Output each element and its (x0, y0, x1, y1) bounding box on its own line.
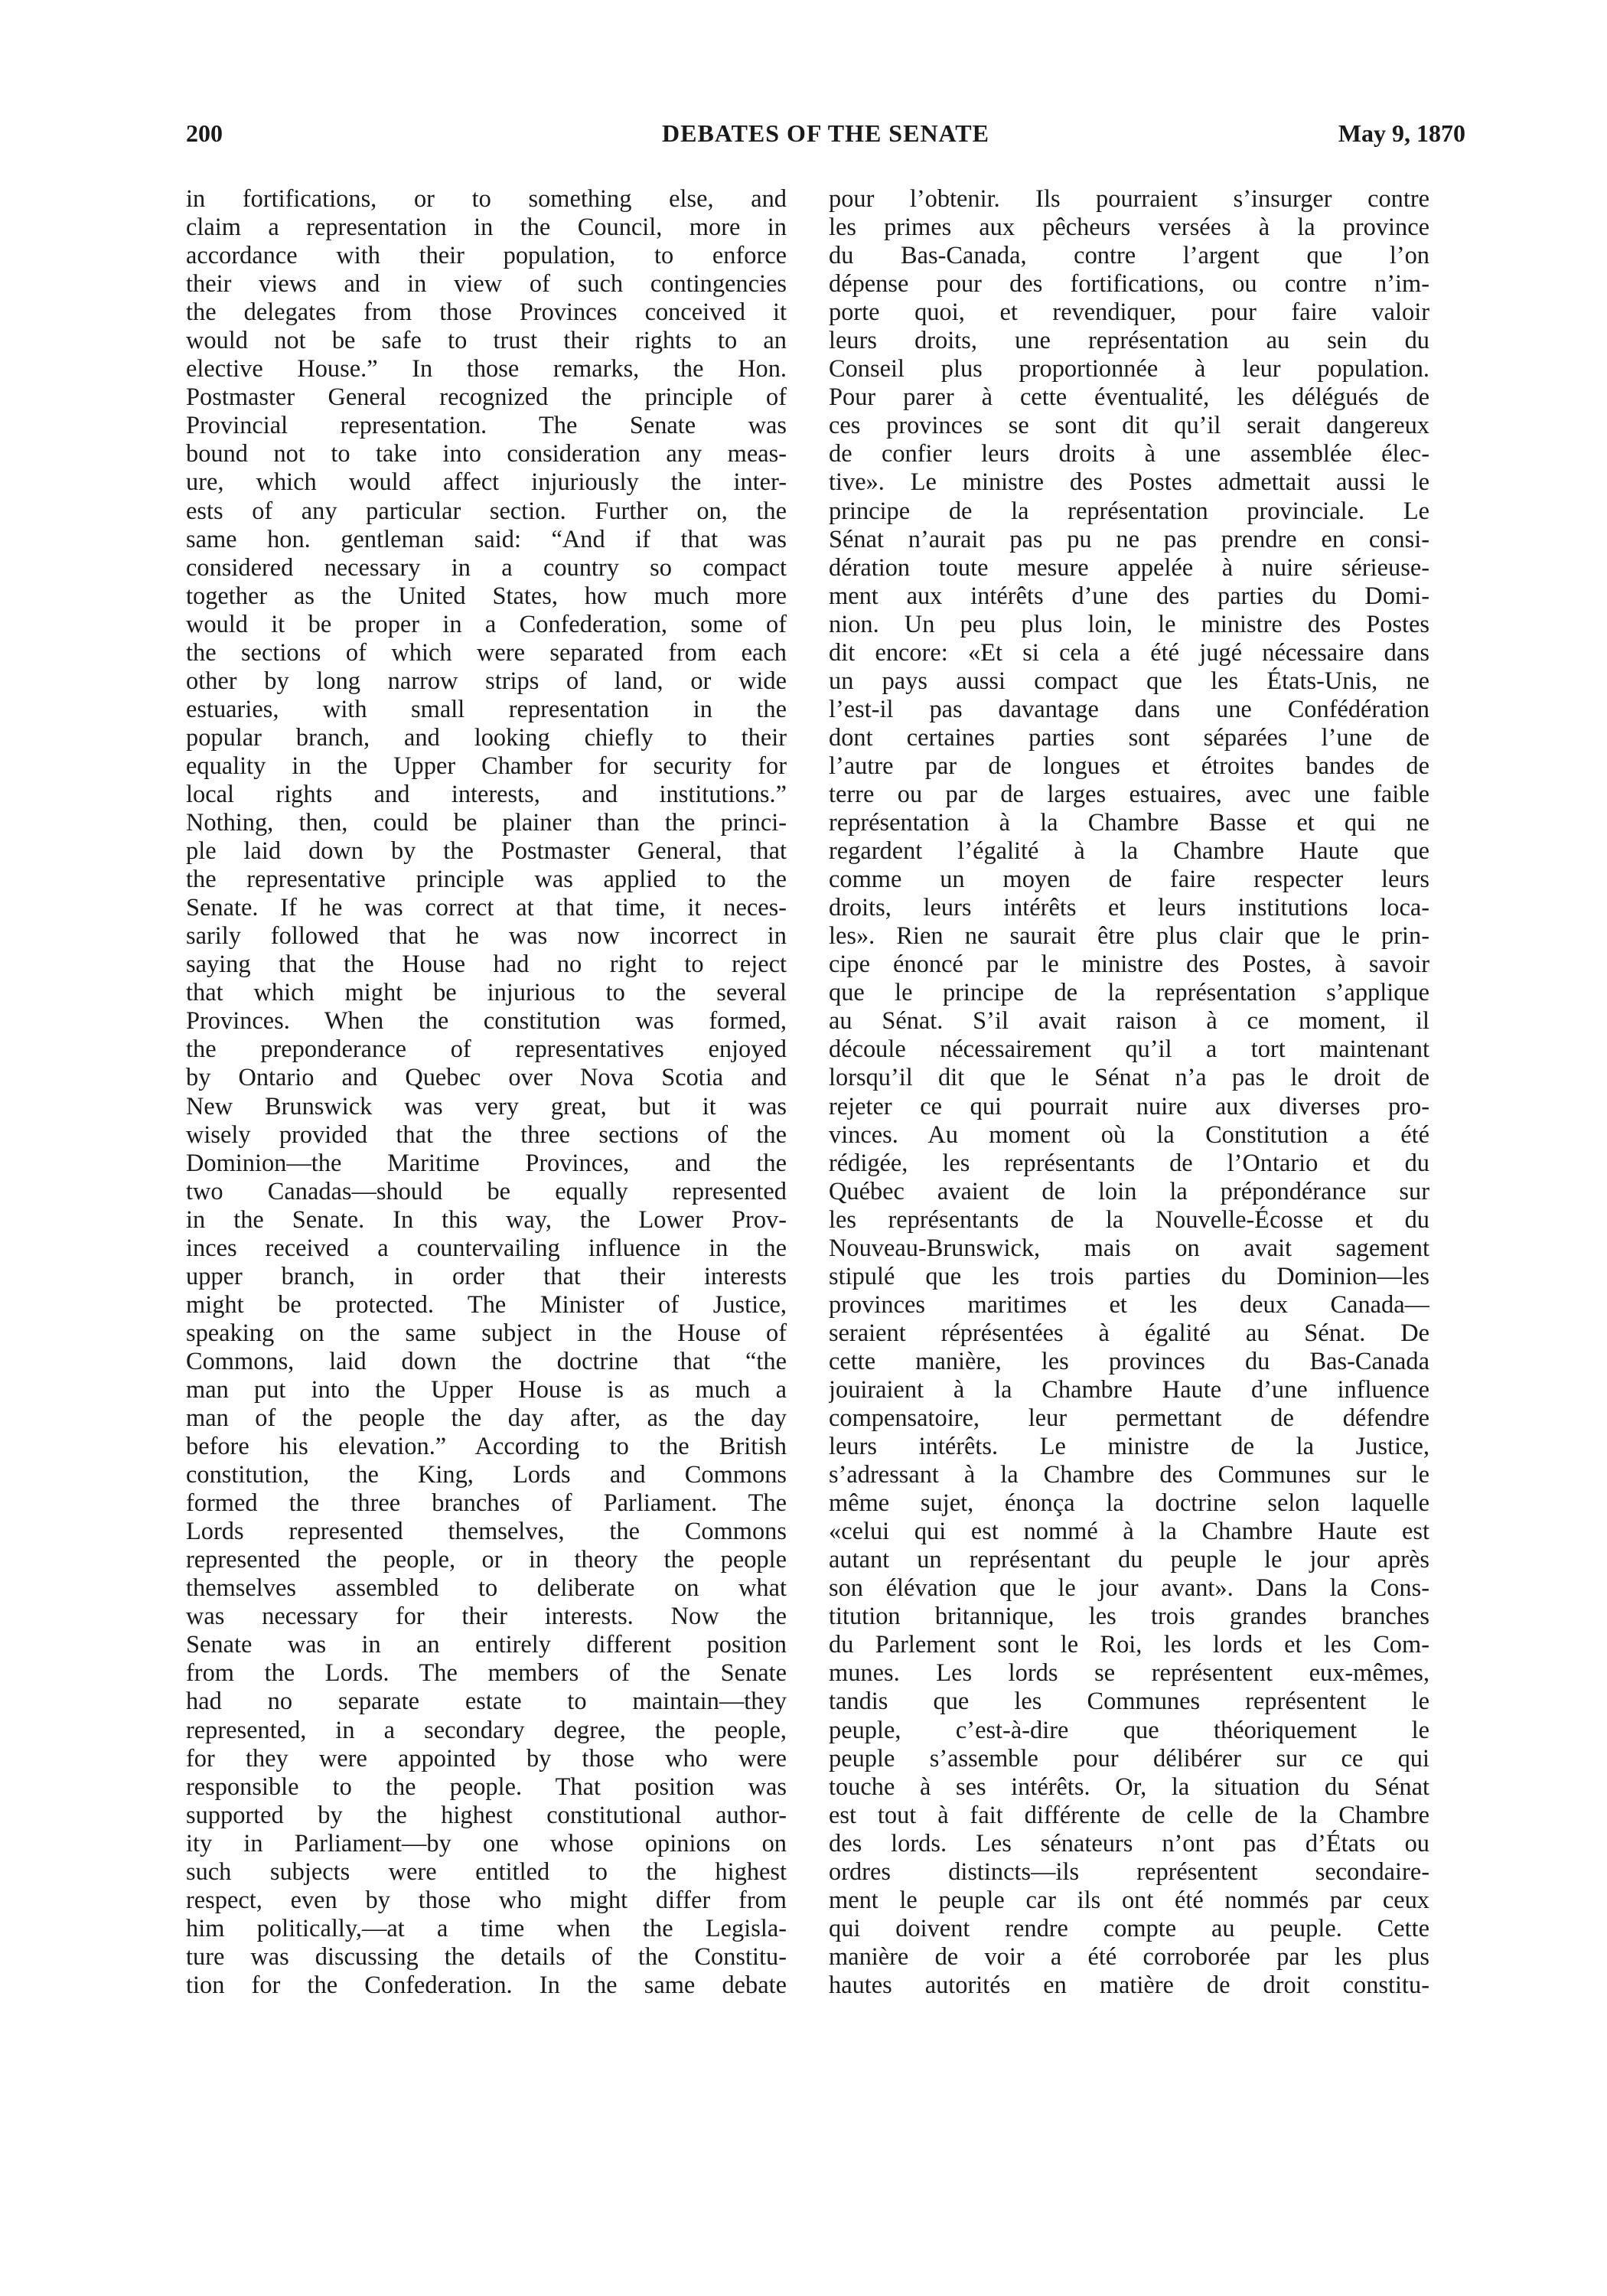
running-title: DEBATES OF THE SENATE (662, 119, 989, 147)
text-line: equality in the Upper Chamber for security for (186, 752, 787, 780)
text-line: speaking on the same subject in the House of (186, 1319, 787, 1347)
text-line: regardent l’égalité à la Chambre Haute que (829, 837, 1429, 866)
text-line: rédigée, les représentants de l’Ontario et du (829, 1149, 1429, 1177)
text-line: Senate. If he was correct at that time, it neces- (186, 894, 787, 922)
text-line: Nothing, then, could be plainer than the princi- (186, 809, 787, 837)
text-line: que le principe de la représentation s’applique (829, 979, 1429, 1007)
text-line: est tout à fait différente de celle de la Chambre (829, 1801, 1429, 1829)
text-line: estuaries, with small representation in the (186, 695, 787, 723)
text-line: man put into the Upper House is as much a (186, 1375, 787, 1404)
text-line: peuple, c’est-à-dire que théoriquement le (829, 1716, 1429, 1744)
text-line: du Bas-Canada, contre l’argent que l’on (829, 242, 1429, 270)
text-line: vinces. Au moment où la Constitution a été (829, 1120, 1429, 1149)
text-line: les primes aux pêcheurs versées à la province (829, 214, 1429, 242)
text-line: dépense pour des fortifications, ou contre n’im- (829, 270, 1429, 298)
text-line: Québec avaient de loin la prépondérance sur (829, 1177, 1429, 1205)
page-date: May 9, 1870 (1338, 119, 1465, 147)
text-line: would not be safe to trust their rights to an (186, 327, 787, 355)
text-line: même sujet, énonça la doctrine selon laquelle (829, 1489, 1429, 1518)
text-line: responsible to the people. That position was (186, 1773, 787, 1801)
text-line: porte quoi, et revendiquer, pour faire valoir (829, 298, 1429, 327)
text-line: de confier leurs droits à une assemblée élec- (829, 440, 1429, 468)
text-line: leurs intérêts. Le ministre de la Justice, (829, 1433, 1429, 1461)
text-line: les représentants de la Nouvelle-Écosse et du (829, 1205, 1429, 1234)
text-line: représentation à la Chambre Basse et qui ne (829, 809, 1429, 837)
text-line: bound not to take into consideration any meas- (186, 440, 787, 468)
text-line: dération toute mesure appelée à nuire sérieuse- (829, 553, 1429, 582)
text-line: «celui qui est nommé à la Chambre Haute est (829, 1518, 1429, 1546)
text-line: that which might be injurious to the several (186, 979, 787, 1007)
text-line: elective House.” In those remarks, the Hon. (186, 355, 787, 383)
text-line: principe de la représentation provinciale. Le (829, 497, 1429, 525)
text-line: ces provinces se sont dit qu’il serait dangereux (829, 412, 1429, 440)
text-line: same hon. gentleman said: “And if that was (186, 525, 787, 553)
text-line: son élévation que le jour avant». Dans la Cons- (829, 1574, 1429, 1603)
text-line: Dominion—the Maritime Provinces, and the (186, 1149, 787, 1177)
text-line: represented, in a secondary degree, the people, (186, 1716, 787, 1744)
text-line: had no separate estate to maintain—they (186, 1688, 787, 1716)
text-line: the representative principle was applied to the (186, 866, 787, 894)
text-line: pour l’obtenir. Ils pourraient s’insurger contre (829, 185, 1429, 213)
text-line: their views and in view of such contingencies (186, 270, 787, 298)
text-line: ple laid down by the Postmaster General, that (186, 837, 787, 866)
text-line: ests of any particular section. Further on, the (186, 497, 787, 525)
text-line: provinces maritimes et les deux Canada— (829, 1290, 1429, 1319)
text-line: hautes autorités en matière de droit constitu- (829, 1971, 1429, 1999)
text-line: Lords represented themselves, the Commons (186, 1518, 787, 1546)
text-line: les». Rien ne saurait être plus clair que le prin- (829, 922, 1429, 951)
text-line: un pays aussi compact que les États-Unis, ne (829, 667, 1429, 695)
text-line: respect, even by those who might differ from (186, 1886, 787, 1914)
text-line: munes. Les lords se représentent eux-mêmes, (829, 1659, 1429, 1688)
text-line: formed the three branches of Parliament. The (186, 1489, 787, 1518)
text-line: Provinces. When the constitution was formed, (186, 1007, 787, 1035)
text-line: ure, which would affect injuriously the inter- (186, 468, 787, 497)
text-line: seraient réprésentées à égalité au Sénat. De (829, 1319, 1429, 1347)
text-line: cette manière, les provinces du Bas-Canada (829, 1347, 1429, 1375)
text-line: tandis que les Communes représentent le (829, 1688, 1429, 1716)
text-line: Pour parer à cette éventualité, les délégués de (829, 383, 1429, 412)
text-line: the sections of which were separated from each (186, 638, 787, 667)
text-line: ity in Parliament—by one whose opinions on (186, 1829, 787, 1857)
text-line: Nouveau-Brunswick, mais on avait sagement (829, 1234, 1429, 1262)
text-line: Senate was in an entirely different position (186, 1631, 787, 1659)
text-line: terre ou par de larges estuaires, avec une faible (829, 780, 1429, 808)
text-line: Sénat n’aurait pas pu ne pas prendre en consi- (829, 525, 1429, 553)
text-line: local rights and interests, and institutions.” (186, 780, 787, 808)
text-line: peuple s’assemble pour délibérer sur ce qui (829, 1744, 1429, 1773)
text-line: comme un moyen de faire respecter leurs (829, 866, 1429, 894)
text-line: titution britannique, les trois grandes branches (829, 1603, 1429, 1631)
text-line: qui doivent rendre compte au peuple. Cette (829, 1914, 1429, 1942)
text-line: might be protected. The Minister of Justice, (186, 1290, 787, 1319)
text-line: Conseil plus proportionnée à leur population. (829, 355, 1429, 383)
text-line: him politically,—at a time when the Legisla- (186, 1914, 787, 1942)
text-line: supported by the highest constitutional author- (186, 1801, 787, 1829)
text-line: au Sénat. S’il avait raison à ce moment, il (829, 1007, 1429, 1035)
text-line: jouiraient à la Chambre Haute d’une influence (829, 1375, 1429, 1404)
text-line: from the Lords. The members of the Senate (186, 1659, 787, 1688)
text-line: themselves assembled to deliberate on what (186, 1574, 787, 1603)
text-line: Commons, laid down the doctrine that “the (186, 1347, 787, 1375)
text-line: inces received a countervailing influence in the (186, 1234, 787, 1262)
text-line: wisely provided that the three sections of the (186, 1120, 787, 1149)
english-column (186, 185, 787, 2000)
text-line: du Parlement sont le Roi, les lords et les Com- (829, 1631, 1429, 1659)
text-line: tion for the Confederation. In the same debate (186, 1971, 787, 1999)
text-line: stipulé que les trois parties du Dominion—les (829, 1262, 1429, 1290)
text-line: nion. Un peu plus loin, le ministre des Postes (829, 610, 1429, 638)
text-line: man of the people the day after, as the day (186, 1404, 787, 1433)
text-line: would it be proper in a Confederation, some of (186, 610, 787, 638)
text-line: autant un représentant du peuple le jour après (829, 1546, 1429, 1574)
text-line: l’est-il pas davantage dans une Confédération (829, 695, 1429, 723)
text-line: for they were appointed by those who were (186, 1744, 787, 1773)
text-line: des lords. Les sénateurs n’ont pas d’États ou (829, 1829, 1429, 1857)
text-line: ordres distincts—ils représentent secondaire- (829, 1857, 1429, 1886)
text-line: cipe énoncé par le ministre des Postes, à savoir (829, 951, 1429, 979)
text-line: the delegates from those Provinces conceived it (186, 298, 787, 327)
text-line: the preponderance of representatives enjoyed (186, 1035, 787, 1064)
text-line: droits, leurs intérêts et leurs institutions loca- (829, 894, 1429, 922)
text-line: represented the people, or in theory the people (186, 1546, 787, 1574)
text-line: by Ontario and Quebec over Nova Scotia and (186, 1064, 787, 1092)
text-line: popular branch, and looking chiefly to their (186, 723, 787, 752)
text-line: dit encore: «Et si cela a été jugé nécessaire dans (829, 638, 1429, 667)
text-line: considered necessary in a country so compact (186, 553, 787, 582)
page-header (186, 119, 1465, 158)
text-line: constitution, the King, Lords and Commons (186, 1461, 787, 1489)
text-line: rejeter ce qui pourrait nuire aux diverses pro- (829, 1092, 1429, 1120)
text-line: claim a representation in the Council, more in (186, 214, 787, 242)
text-line: in fortifications, or to something else, and (186, 185, 787, 213)
text-line: was necessary for their interests. Now the (186, 1603, 787, 1631)
text-line: Provincial representation. The Senate was (186, 412, 787, 440)
text-line: s’adressant à la Chambre des Communes sur le (829, 1461, 1429, 1489)
text-line: compensatoire, leur permettant de défendre (829, 1404, 1429, 1433)
page-number: 200 (186, 119, 223, 147)
text-line: other by long narrow strips of land, or wide (186, 667, 787, 695)
text-line: saying that the House had no right to reject (186, 951, 787, 979)
text-line: lorsqu’il dit que le Sénat n’a pas le droit de (829, 1064, 1429, 1092)
text-line: before his elevation.” According to the British (186, 1433, 787, 1461)
text-line: ment aux intérêts d’une des parties du Domi- (829, 582, 1429, 610)
text-line: ture was discussing the details of the Constitu- (186, 1942, 787, 1971)
text-line: accordance with their population, to enforce (186, 242, 787, 270)
french-column (829, 185, 1429, 2000)
text-line: sarily followed that he was now incorrect in (186, 922, 787, 951)
text-line: l’autre par de longues et étroites bandes de (829, 752, 1429, 780)
text-line: découle nécessairement qu’il a tort maintenant (829, 1035, 1429, 1064)
text-line: dont certaines parties sont séparées l’une de (829, 723, 1429, 752)
text-line: in the Senate. In this way, the Lower Prov- (186, 1205, 787, 1234)
text-line: upper branch, in order that their interests (186, 1262, 787, 1290)
text-line: ment le peuple car ils ont été nommés par ceux (829, 1886, 1429, 1914)
text-line: manière de voir a été corroborée par les plus (829, 1942, 1429, 1971)
text-line: leurs droits, une représentation au sein du (829, 327, 1429, 355)
text-line: two Canadas—should be equally represented (186, 1177, 787, 1205)
text-line: tive». Le ministre des Postes admettait aussi le (829, 468, 1429, 497)
text-line: New Brunswick was very great, but it was (186, 1092, 787, 1120)
text-line: touche à ses intérêts. Or, la situation du Sénat (829, 1773, 1429, 1801)
text-line: such subjects were entitled to the highest (186, 1857, 787, 1886)
text-line: together as the United States, how much more (186, 582, 787, 610)
text-line: Postmaster General recognized the principle of (186, 383, 787, 412)
